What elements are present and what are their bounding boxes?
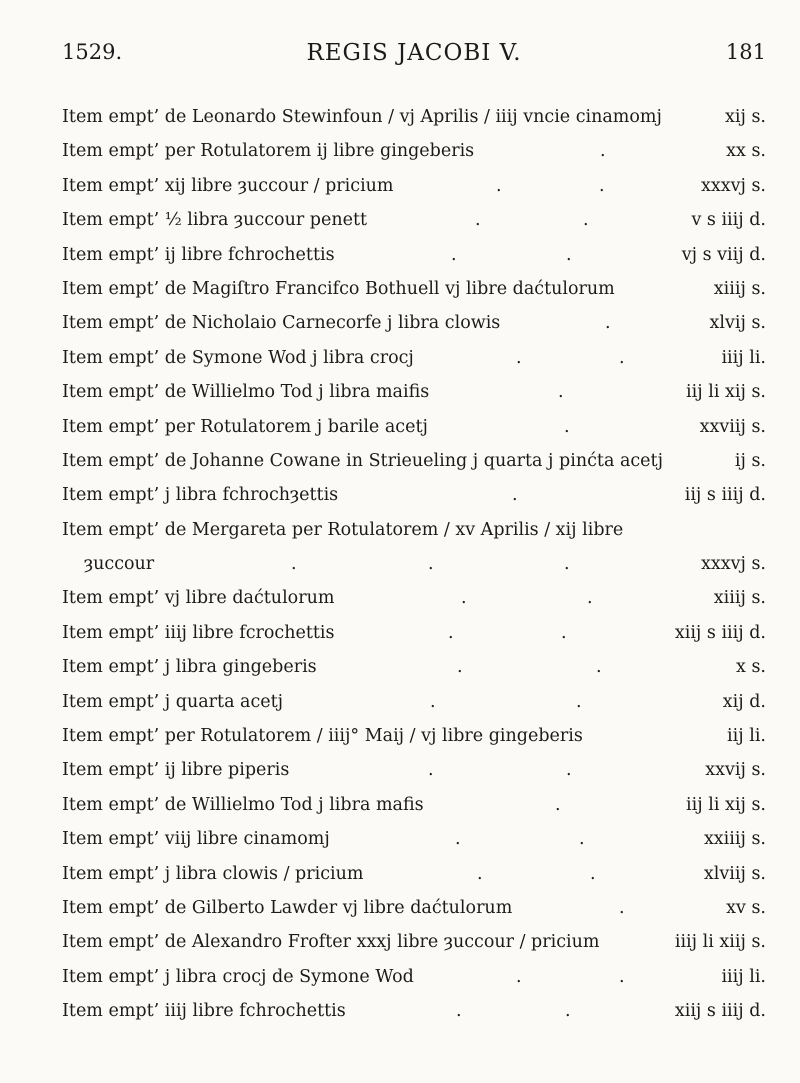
leader-dot: . bbox=[461, 588, 467, 609]
page-header bbox=[62, 34, 766, 74]
entry-amount: v s iiij d. bbox=[691, 210, 766, 231]
ledger-entry bbox=[62, 616, 766, 650]
ledger-entry bbox=[62, 581, 766, 615]
ledger-entry bbox=[62, 857, 766, 891]
entry-amount: iiij li. bbox=[721, 347, 766, 368]
entry-text: Item empt’ de Mergareta per Rotulatorem / xv Aprilis / xij libre bbox=[62, 519, 624, 540]
entry-text: Item empt’ j libra clowis / pricium bbox=[62, 863, 364, 884]
account-entries bbox=[62, 100, 766, 1029]
leader-dot: . bbox=[619, 347, 625, 368]
leader-dot: . bbox=[619, 897, 625, 918]
leader-dot: . bbox=[451, 244, 457, 265]
ledger-entry bbox=[62, 134, 766, 168]
ledger-entry bbox=[62, 203, 766, 237]
entry-text: ȝuccour bbox=[84, 554, 155, 575]
entry-text: Item empt’ per Rotulatorem ij libre gingeberis bbox=[62, 141, 475, 162]
entry-text: Item empt’ de Nicholaio Carnecorfe j libra clowis bbox=[62, 313, 501, 334]
leader-dot: . bbox=[579, 829, 585, 850]
leader-dot: . bbox=[596, 657, 602, 678]
ledger-entry bbox=[62, 822, 766, 856]
leader-dot: . bbox=[561, 622, 567, 643]
ledger-entry bbox=[62, 272, 766, 306]
entry-text: Item empt’ iiij libre fchrochettis bbox=[62, 1001, 346, 1022]
ledger-entry bbox=[62, 375, 766, 409]
ledger-entry bbox=[62, 238, 766, 272]
leader-dot: . bbox=[475, 210, 481, 231]
leader-dot: . bbox=[587, 588, 593, 609]
page-number: 181 bbox=[725, 40, 766, 64]
entry-amount: xlvij s. bbox=[709, 313, 766, 334]
entry-text: Item empt’ de Willielmo Tod j libra maifis bbox=[62, 382, 430, 403]
entry-amount: xij s. bbox=[725, 107, 766, 127]
entry-amount: x s. bbox=[736, 657, 766, 678]
entry-amount: xxxvj s. bbox=[700, 554, 766, 575]
ledger-entry bbox=[62, 994, 766, 1028]
entry-text: Item empt’ de Leonardo Stewinfoun / vj Aprilis / iiij vncie cinamomj bbox=[62, 107, 662, 127]
leader-dot: . bbox=[566, 760, 572, 781]
leader-dot: . bbox=[496, 175, 502, 196]
leader-dot: . bbox=[428, 554, 434, 575]
entry-text: Item empt’ per Rotulatorem / iiij° Maij / vj libre gingeberis bbox=[62, 726, 583, 747]
entry-text: Item empt’ de Gilberto Lawder vj libre daćtulorum bbox=[62, 897, 513, 918]
entry-text: Item empt’ de Magiſtro Francifco Bothuell vj libre daćtulorum bbox=[62, 278, 615, 299]
entry-text: Item empt’ j libra fchrochȝettis bbox=[62, 485, 339, 506]
entry-text: Item empt’ de Johanne Cowane in Strieueling j quarta j pinćta acetj bbox=[62, 450, 663, 471]
entry-text: Item empt’ j libra gingeberis bbox=[62, 657, 317, 678]
entry-text: Item empt’ j libra crocj de Symone Wod bbox=[62, 966, 414, 987]
ledger-entry bbox=[62, 547, 766, 581]
leader-dot: . bbox=[291, 554, 297, 575]
entry-amount: xlviij s. bbox=[703, 863, 766, 884]
leader-dot: . bbox=[583, 210, 589, 231]
entry-text: Item empt’ xij libre ȝuccour / pricium bbox=[62, 175, 394, 196]
entry-text: Item empt’ viij libre cinamomj bbox=[62, 829, 330, 850]
ledger-entry bbox=[62, 100, 766, 134]
entry-amount: xiij s iiij d. bbox=[674, 1001, 766, 1022]
entry-amount: iiij li xiij s. bbox=[674, 932, 766, 953]
leader-dot: . bbox=[576, 691, 582, 712]
leader-dot: . bbox=[619, 966, 625, 987]
leader-dot: . bbox=[430, 691, 436, 712]
leader-dot: . bbox=[516, 966, 522, 987]
ledger-entry bbox=[62, 891, 766, 925]
entry-text: Item empt’ per Rotulatorem j barile acetj bbox=[62, 416, 428, 437]
leader-dot: . bbox=[564, 554, 570, 575]
ledger-entry bbox=[62, 719, 766, 753]
page-title: REGIS JACOBI V. bbox=[306, 40, 522, 66]
ledger-entry bbox=[62, 753, 766, 787]
entry-amount: xiiij s. bbox=[713, 588, 766, 609]
entry-amount: xx s. bbox=[726, 141, 766, 162]
leader-dot: . bbox=[605, 313, 611, 334]
entry-text: Item empt’ ij libre piperis bbox=[62, 760, 290, 781]
leader-dot: . bbox=[516, 347, 522, 368]
entry-text: Item empt’ de Symone Wod j libra crocj bbox=[62, 347, 414, 368]
leader-dot: . bbox=[566, 244, 572, 265]
entry-amount: iij s iiij d. bbox=[684, 485, 766, 506]
entry-text: Item empt’ j quarta acetj bbox=[62, 691, 284, 712]
leader-dot: . bbox=[600, 141, 606, 162]
leader-dot: . bbox=[590, 863, 596, 884]
leader-dot: . bbox=[558, 382, 564, 403]
ledger-entry bbox=[62, 960, 766, 994]
year-label: 1529. bbox=[62, 40, 123, 64]
ledger-entry bbox=[62, 788, 766, 822]
entry-text: Item empt’ de Willielmo Tod j libra mafis bbox=[62, 794, 424, 815]
ledger-entry bbox=[62, 444, 766, 478]
ledger-entry bbox=[62, 306, 766, 340]
entry-text: Item empt’ vj libre daćtulorum bbox=[62, 588, 335, 609]
leader-dot: . bbox=[428, 760, 434, 781]
leader-dot: . bbox=[456, 1001, 462, 1022]
entry-text: Item empt’ ij libre fchrochettis bbox=[62, 244, 335, 265]
leader-dot: . bbox=[477, 863, 483, 884]
entry-amount: xij d. bbox=[722, 691, 766, 712]
entry-amount: xxviij s. bbox=[699, 416, 766, 437]
leader-dot: . bbox=[448, 622, 454, 643]
entry-amount: iiij li. bbox=[721, 966, 766, 987]
ledger-entry bbox=[62, 513, 766, 547]
entry-text: Item empt’ de Alexandro Frofter xxxj libre ȝuccour / pricium bbox=[62, 932, 600, 953]
entry-amount: ij s. bbox=[734, 450, 766, 471]
ledger-entry bbox=[62, 169, 766, 203]
ledger-entry bbox=[62, 341, 766, 375]
entry-text: Item empt’ iiij libre fcrochettis bbox=[62, 622, 335, 643]
leader-dot: . bbox=[512, 485, 518, 506]
ledger-entry bbox=[62, 685, 766, 719]
leader-dot: . bbox=[457, 657, 463, 678]
entry-amount: xxxvj s. bbox=[700, 175, 766, 196]
entry-amount: xiij s iiij d. bbox=[674, 622, 766, 643]
entry-text: Item empt’ ½ libra ȝuccour penett bbox=[62, 210, 368, 231]
entry-amount: xxvij s. bbox=[705, 760, 766, 781]
leader-dot: . bbox=[565, 1001, 571, 1022]
entry-amount: xv s. bbox=[726, 897, 766, 918]
entry-amount: iij li xij s. bbox=[686, 382, 766, 403]
ledger-entry bbox=[62, 410, 766, 444]
leader-dot: . bbox=[599, 175, 605, 196]
entry-amount: xxiiij s. bbox=[703, 829, 766, 850]
entry-amount: iij li xij s. bbox=[686, 794, 766, 815]
ledger-entry bbox=[62, 925, 766, 959]
entry-amount: xiiij s. bbox=[713, 278, 766, 299]
ledger-entry bbox=[62, 478, 766, 512]
leader-dot: . bbox=[564, 416, 570, 437]
entry-amount: vj s viij d. bbox=[681, 244, 766, 265]
leader-dot: . bbox=[555, 794, 561, 815]
leader-dot: . bbox=[455, 829, 461, 850]
entry-amount: iij li. bbox=[727, 726, 766, 747]
ledger-entry bbox=[62, 650, 766, 684]
